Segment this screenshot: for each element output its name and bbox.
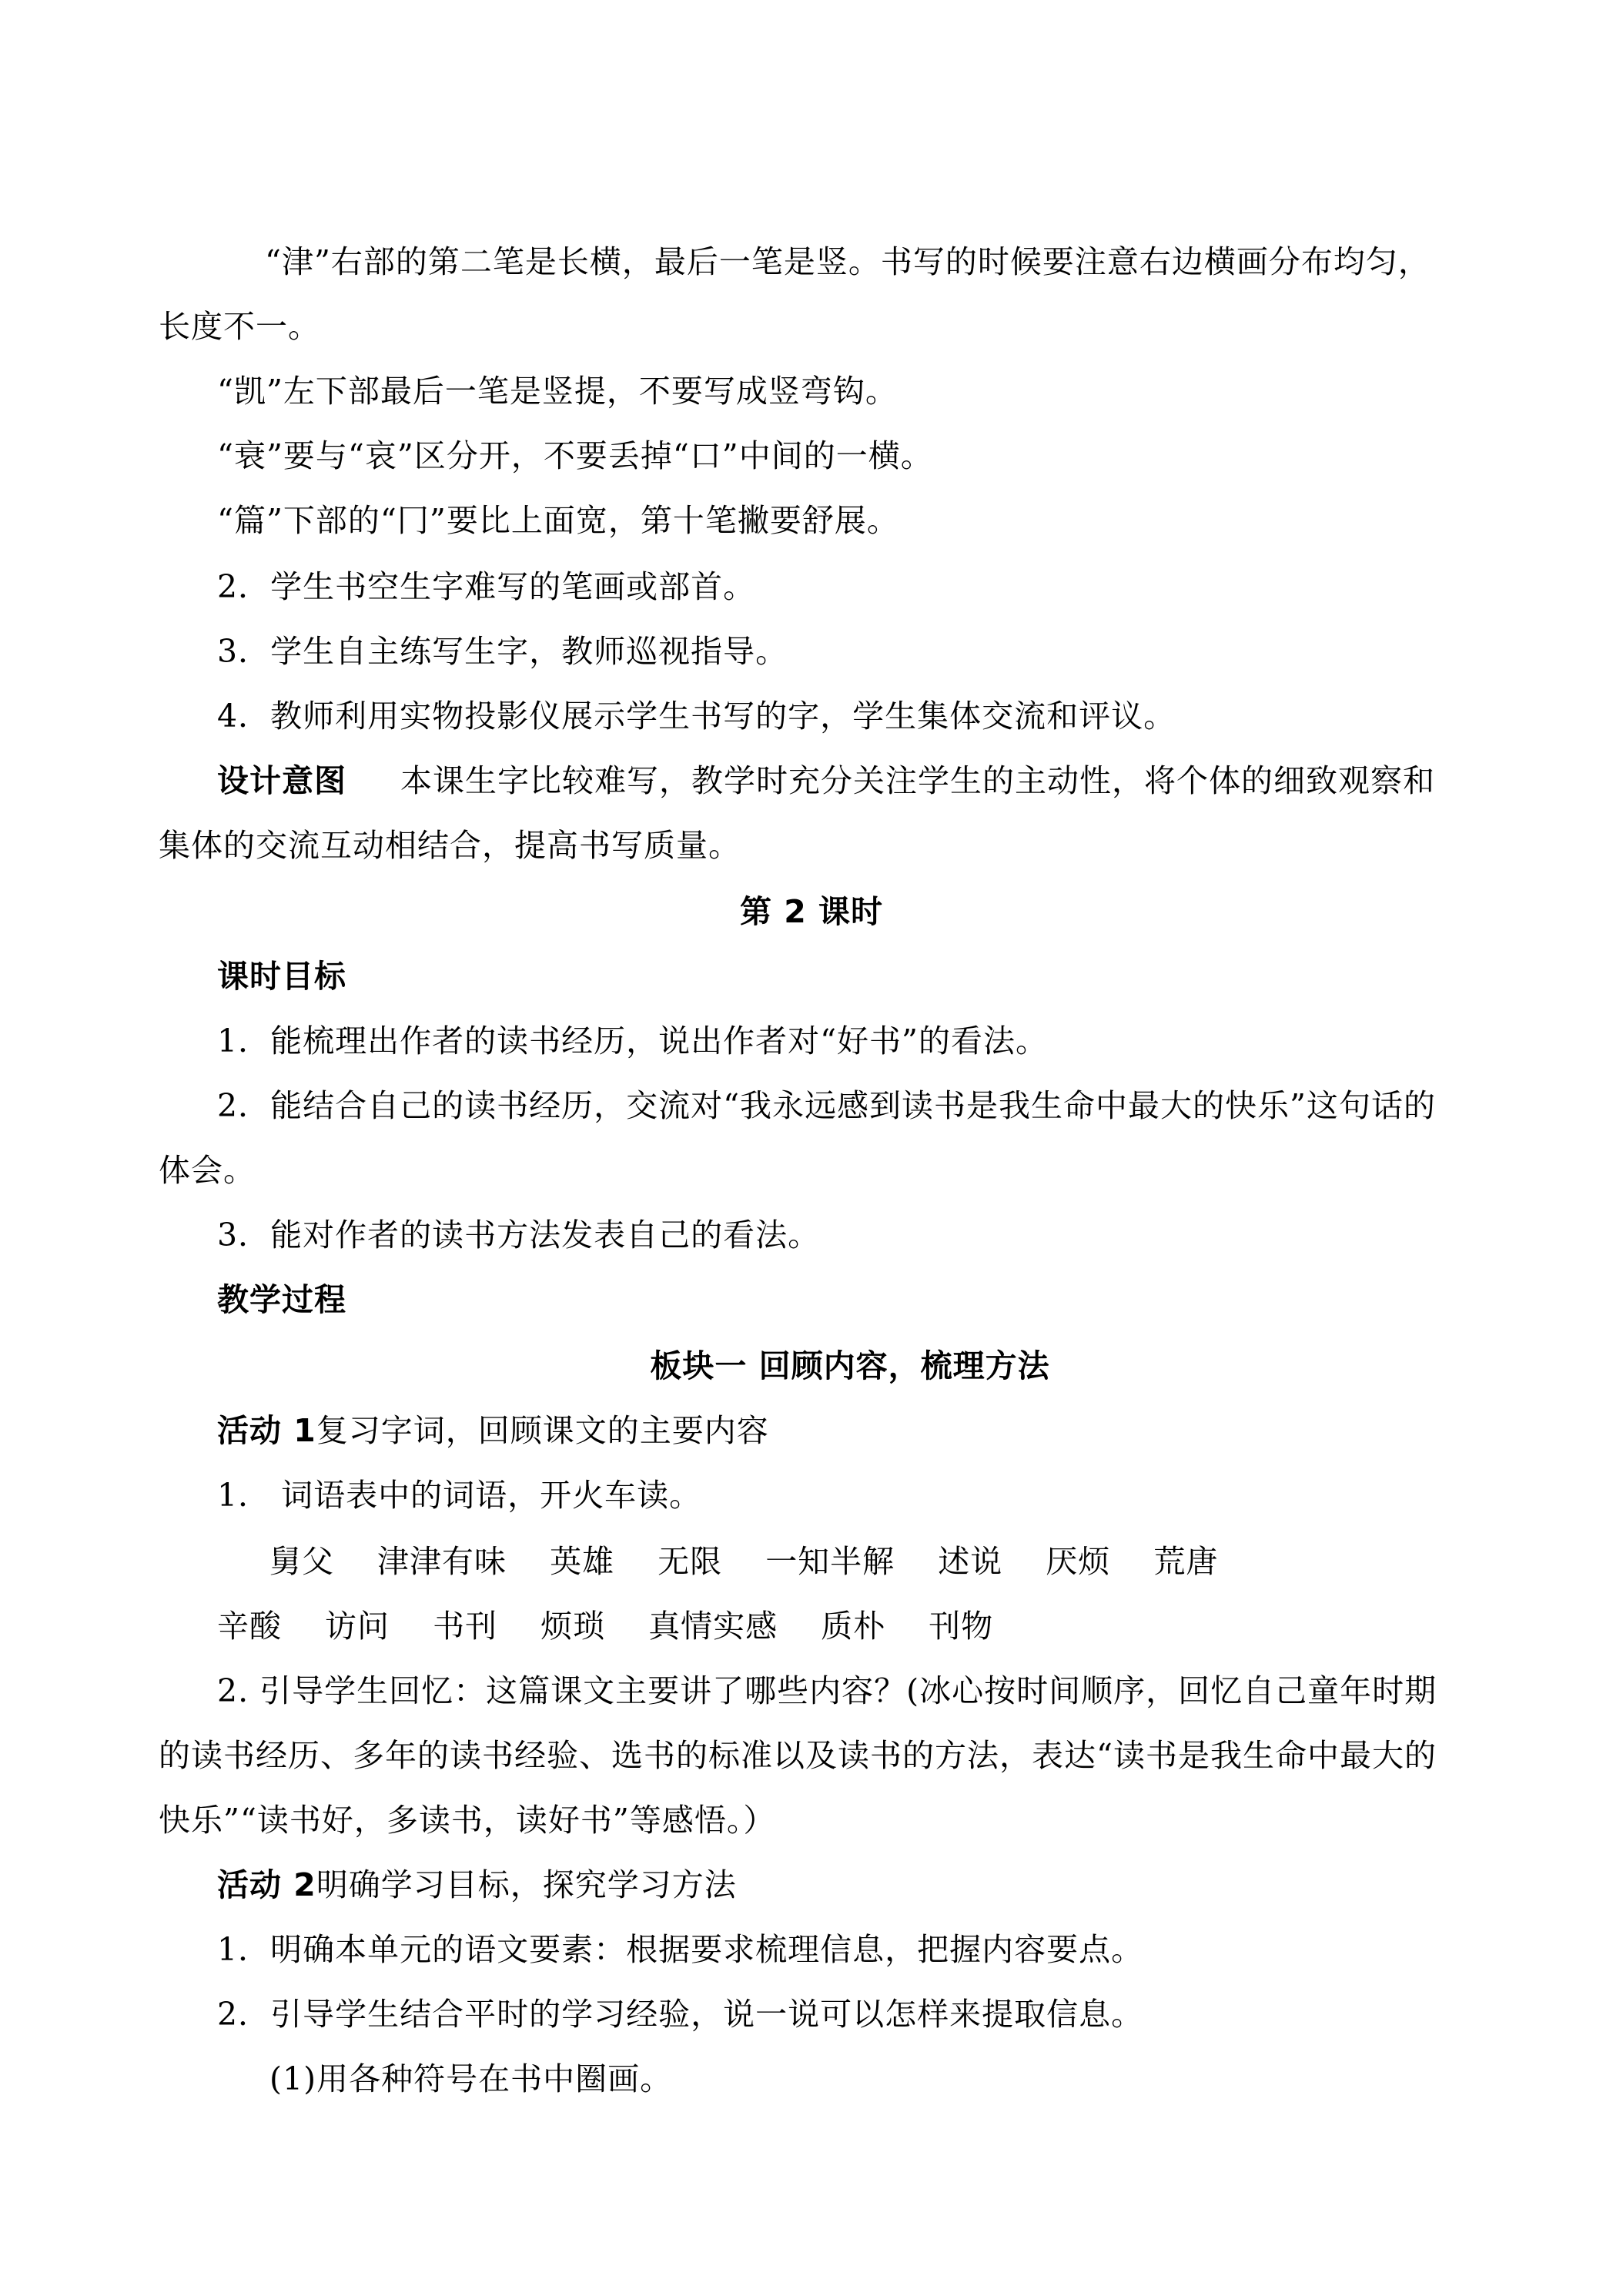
word-item: 书刊 — [433, 1608, 498, 1645]
paragraph-kai: “凯”左下部最后一笔是竖提，不要写成竖弯钩。 — [217, 373, 898, 410]
activity-1-item-1: 1． 词语表中的词语，开火车读。 — [217, 1477, 702, 1514]
block-1-title: 板块一 回顾内容，梳理方法 — [650, 1347, 1050, 1384]
design-intent-line2: 集体的交流互动相结合，提高书写质量。 — [159, 827, 741, 864]
word-item: 辛酸 — [217, 1608, 282, 1645]
objective-2-line2: 体会。 — [159, 1152, 256, 1189]
objectives-heading: 课时目标 — [217, 958, 346, 995]
design-intent-text: 本课生字比较难写，教学时充分关注学生的主动性，将个体的细致观察和 — [400, 762, 1435, 799]
activity-2-label: 活动 2 — [217, 1866, 316, 1903]
word-item: 荒唐 — [1153, 1543, 1219, 1580]
activity-2-item-1: 1．明确本单元的语文要素：根据要求梳理信息，把握内容要点。 — [217, 1931, 1144, 1968]
word-list-row-2 — [217, 1605, 993, 1648]
paragraph-shuai: “衰”要与“哀”区分开，不要丢掉“口”中间的一横。 — [217, 437, 933, 474]
word-item: 一知半解 — [765, 1543, 895, 1580]
word-item: 烦琐 — [540, 1608, 606, 1645]
objective-1: 1．能梳理出作者的读书经历，说出作者对“好书”的看法。 — [217, 1022, 1049, 1059]
paragraph-jin-line2: 长度不一。 — [159, 308, 320, 345]
word-item: 英雄 — [550, 1543, 615, 1580]
word-item: 刊物 — [929, 1608, 994, 1645]
activity-2-text: 明确学习目标，探究学习方法 — [316, 1866, 737, 1903]
word-item: 无限 — [658, 1543, 723, 1580]
paragraph-jin-line1: “津”右部的第二笔是长横，最后一笔是竖。书写的时候要注意右边横画分布均匀， — [265, 243, 1431, 280]
word-item: 真情实感 — [648, 1608, 778, 1645]
word-item: 访问 — [325, 1608, 390, 1645]
activity-1-text: 复习字词，回顾课文的主要内容 — [316, 1412, 769, 1449]
activity-1-item-2-line2: 的读书经历、多年的读书经验、选书的标准以及读书的方法，表达“读书是我生命中最大的 — [159, 1737, 1437, 1774]
activity-2-item-2: 2．引导学生结合平时的学习经验，说一说可以怎样来提取信息。 — [217, 1996, 1144, 2033]
objective-3: 3．能对作者的读书方法发表自己的看法。 — [217, 1217, 821, 1253]
design-intent-line1 — [217, 759, 1435, 802]
activity-1-label: 活动 1 — [217, 1412, 316, 1449]
word-item: 述说 — [938, 1543, 1003, 1580]
paragraph-pian: “篇”下部的“冂”要比上面宽，第十笔撇要舒展。 — [217, 502, 899, 539]
activity-1-heading — [217, 1409, 769, 1452]
activity-2-heading — [217, 1863, 737, 1906]
design-intent-label: 设计意图 — [217, 762, 346, 799]
word-item: 舅父 — [269, 1543, 334, 1580]
activity-2-item-2-sub-1: (1)用各种符号在书中圈画。 — [269, 2060, 673, 2097]
step-2: 2．学生书空生字难写的笔画或部首。 — [217, 568, 756, 605]
word-item: 津津有味 — [377, 1543, 507, 1580]
step-3: 3．学生自主练写生字，教师巡视指导。 — [217, 633, 788, 670]
lesson-2-title: 第 2 课时 — [739, 893, 884, 930]
word-item: 厌烦 — [1046, 1543, 1111, 1580]
objective-2-line1: 2．能结合自己的读书经历，交流对“我永远感到读书是我生命中最大的快乐”这句话的 — [217, 1087, 1437, 1124]
activity-1-item-2-line3: 快乐”“读书好，多读书，读好书”等感悟。） — [159, 1802, 776, 1839]
word-item: 质朴 — [821, 1608, 886, 1645]
step-4: 4．教师利用实物投影仪展示学生书写的字，学生集体交流和评议。 — [217, 698, 1176, 735]
process-heading: 教学过程 — [217, 1281, 346, 1318]
activity-1-item-2-line1: 2. 引导学生回忆：这篇课文主要讲了哪些内容？(冰心按时间顺序，回忆自己童年时期 — [217, 1672, 1437, 1709]
word-list-row-1 — [269, 1540, 1218, 1583]
